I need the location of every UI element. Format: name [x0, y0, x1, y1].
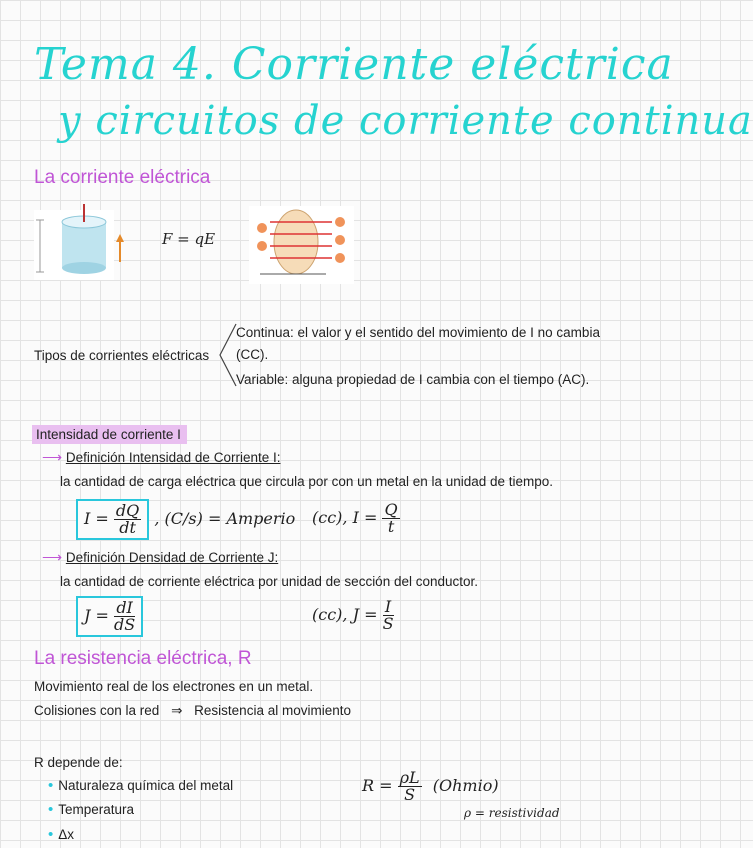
resistance-eq-den: S: [404, 785, 416, 804]
densidad-cc-num: I: [383, 599, 394, 616]
densidad-eq-den: dS: [114, 615, 136, 634]
intensidad-cc-equation: [312, 502, 400, 535]
arrow-right-icon: ⟶: [42, 549, 63, 565]
densidad-eq-lhs: J =: [84, 606, 109, 625]
densidad-equation: [76, 596, 143, 637]
page-subtitle: y circuitos de corriente continua: [58, 98, 753, 144]
arrow-right-icon: ⟶: [42, 449, 63, 465]
cylinder-illustration: [34, 204, 124, 280]
densidad-cc-equation: [312, 599, 394, 632]
implies-arrow-icon: ⇒: [171, 703, 183, 718]
page-title: Tema 4. Corriente eléctrica: [34, 39, 674, 90]
intensidad-eq-num: dQ: [115, 501, 140, 520]
intensidad-eq-lhs: I =: [84, 509, 109, 528]
intensidad-cc-frac: [382, 502, 399, 535]
densidad-cc-label: (cc), J =: [312, 605, 378, 624]
intensidad-units: , (C/s) = Amperio: [154, 509, 296, 528]
list-item: • Δx: [48, 826, 75, 843]
intensidad-cc-label: (cc), I =: [312, 508, 378, 527]
continua-line2: (CC).: [236, 347, 269, 362]
bullet-icon: •: [48, 826, 54, 843]
densidad-def-row: [42, 549, 278, 566]
resistance-eq-unit: (Ohmio): [432, 776, 499, 795]
force-equation: F = qE: [162, 230, 216, 248]
intensidad-eq-box: [76, 499, 149, 540]
continua-line1: Continua: el valor y el sentido del movimiento de I no cambia: [236, 325, 600, 340]
densidad-eq-num: dI: [114, 600, 135, 617]
depende-label: R depende de:: [34, 755, 123, 770]
list-item: • Temperatura: [48, 801, 135, 818]
section-heading-corriente: La corriente eléctrica: [34, 167, 211, 188]
brace-icon: [216, 322, 238, 388]
intensidad-eq-frac: [114, 503, 141, 536]
densidad-eq-box: [76, 596, 143, 637]
intensidad-def-title: Definición Intensidad de Corriente I:: [65, 450, 281, 465]
tipos-label: Tipos de corrientes eléctricas: [34, 348, 210, 363]
resistencia-line2: [34, 703, 351, 719]
current-illustrations: [34, 200, 354, 290]
intensidad-equation: [76, 499, 295, 540]
resistencia-line2-a: Colisiones con la red: [34, 703, 160, 718]
resistance-equation: [362, 770, 499, 803]
resistencia-line1: Movimiento real de los electrones en un metal.: [34, 679, 314, 694]
resistance-eq-num: ρL: [399, 768, 420, 787]
densidad-def-text: la cantidad de corriente eléctrica por unidad de sección del conductor.: [60, 574, 479, 589]
resistance-eq-lhs: R =: [362, 776, 393, 795]
densidad-def-title: Definición Densidad de Corriente J:: [65, 550, 279, 565]
intensidad-def-text: la cantidad de carga eléctrica que circula por con un metal en la unidad de tiempo.: [60, 474, 554, 489]
flow-diagram: [249, 206, 354, 284]
intensidad-eq-den: dt: [119, 518, 136, 537]
variable-line: Variable: alguna propiedad de I cambia con el tiempo (AC).: [236, 372, 590, 387]
rho-note: ρ = resistividad: [464, 806, 560, 820]
list-item: • Naturaleza química del metal: [48, 777, 234, 794]
intensidad-cc-den: t: [387, 517, 395, 536]
resistencia-line2-b: Resistencia al movimiento: [194, 703, 351, 718]
densidad-cc-den: S: [382, 614, 394, 633]
intensidad-def-row: [42, 449, 280, 466]
densidad-cc-frac: [383, 599, 394, 632]
resistance-eq-frac: [398, 770, 422, 803]
intensidad-heading: Intensidad de corriente I: [32, 425, 187, 444]
bullet-icon: •: [48, 777, 54, 794]
intensidad-cc-num: Q: [384, 500, 398, 519]
section-heading-resistencia: La resistencia eléctrica, R: [34, 648, 252, 669]
densidad-eq-frac: [114, 600, 135, 633]
bullet-icon: •: [48, 801, 54, 818]
